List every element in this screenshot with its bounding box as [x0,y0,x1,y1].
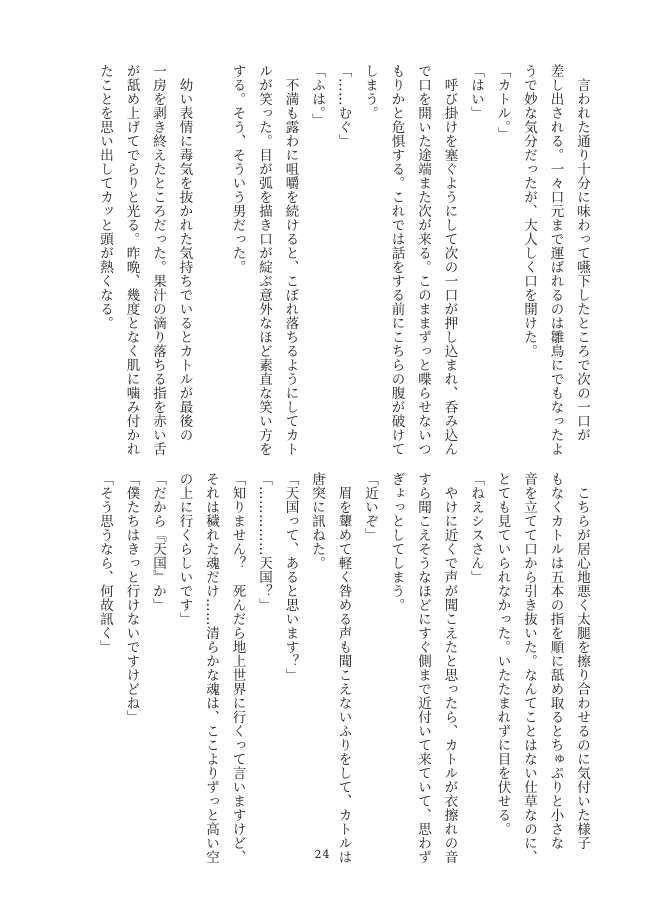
text-line: 「近いぞ」 [362,472,378,542]
text-line: やけに近くで声が聞こえたと思ったら、カトルが衣擦れの音 [441,472,458,864]
text-line: ルが笑った。目が弧を描き口が綻ぶ意外なほど素直な笑い方を [256,64,272,456]
text-line: 音を立てて口から引き抜いた。なんてことはない仕草なのに、 [521,472,537,864]
text-line: 「……むぐ」 [335,64,352,148]
text-line: が舐め上げてでらりと光る。昨晩、幾度となく肌に噛み付かれ [123,64,140,456]
text-line: もりかと危惧する。これでは話をする前にこちらの腹が破けて [388,64,405,456]
text-line: うで妙な気分だったが、大人しく口を開けた。 [521,64,537,358]
text-line: 「……………天国？」 [256,472,272,612]
text-line: 「ふは。」 [309,64,325,128]
text-line: もなくカトルは五本の指を順に舐め取るとちゅぷりと小さな [547,472,564,850]
blank-line [198,64,225,449]
text-line: 「僕たちはきっと行けないですけどね」 [123,472,140,724]
text-line: 呼び掛けを塞ぐようにして次の一口が押し込まれ、呑み込ん [441,64,458,456]
text-line: 「ねえシスさん」 [468,472,484,584]
text-line: こちらが居心地悪く太腿を擦り合わせるのに気付いた様子 [574,472,590,850]
text-line: とても見ていられなかった。いたたまれずに目を伏せる。 [494,472,511,836]
lower-text-block [97,472,595,864]
text-line: 幼い表情に毒気を抜かれた気持ちでいるとカトルが最後の [176,64,193,442]
text-line: する。そう、そういう男だった。 [229,64,246,274]
text-line: 一房を剥き終えたところだった。果汁の滴り落ちる指を赤い舌 [150,64,166,456]
text-line: 「カトル。」 [494,64,511,142]
text-line: 「はい」 [468,64,484,120]
text-line: 不満も露わに咀嚼を続けると、こぼれ落ちるようにしてカト [282,64,299,456]
page-number: 24 [314,848,331,861]
text-line: 「天国って、あると思います？」 [282,472,299,682]
text-line: の上に行くらしいです」 [176,472,193,626]
text-line: で口を開いた途端また次が来る。このままずっと喋らせないつ [415,64,431,456]
text-line: 唐突に訊ねた。 [309,472,325,570]
text-line: 差し出される。一々口元まで運ばれるのは雛鳥にでもなったよ [547,64,564,456]
text-line: たことを思い出してカッと頭が熱くなる。 [97,64,113,330]
text-line: しまう。 [362,64,378,120]
text-line: それは穢れた魂だけ……清らかな魂は、ここよりずっと高い空 [203,472,219,864]
text-line: すら聞こえそうなほどにすぐ側まで近付いて来ていて、思わず [415,472,431,864]
text-line: ぎょっとしてしまう。 [388,472,405,612]
text-line: 「そう思うなら、何故訊く」 [97,472,113,654]
text-line: 言われた通り十分に味わって嚥下したところで次の一口が [574,64,590,442]
text-line: 眉を顰めて軽く咎める声も聞こえないふりをして、カトルは [335,472,352,864]
text-line: 「だから『天国』か」 [150,472,166,612]
upper-text-block [97,64,595,456]
text-line: 「知りません？ 死んだら地上世界に行くって言いますけど、 [229,472,246,864]
